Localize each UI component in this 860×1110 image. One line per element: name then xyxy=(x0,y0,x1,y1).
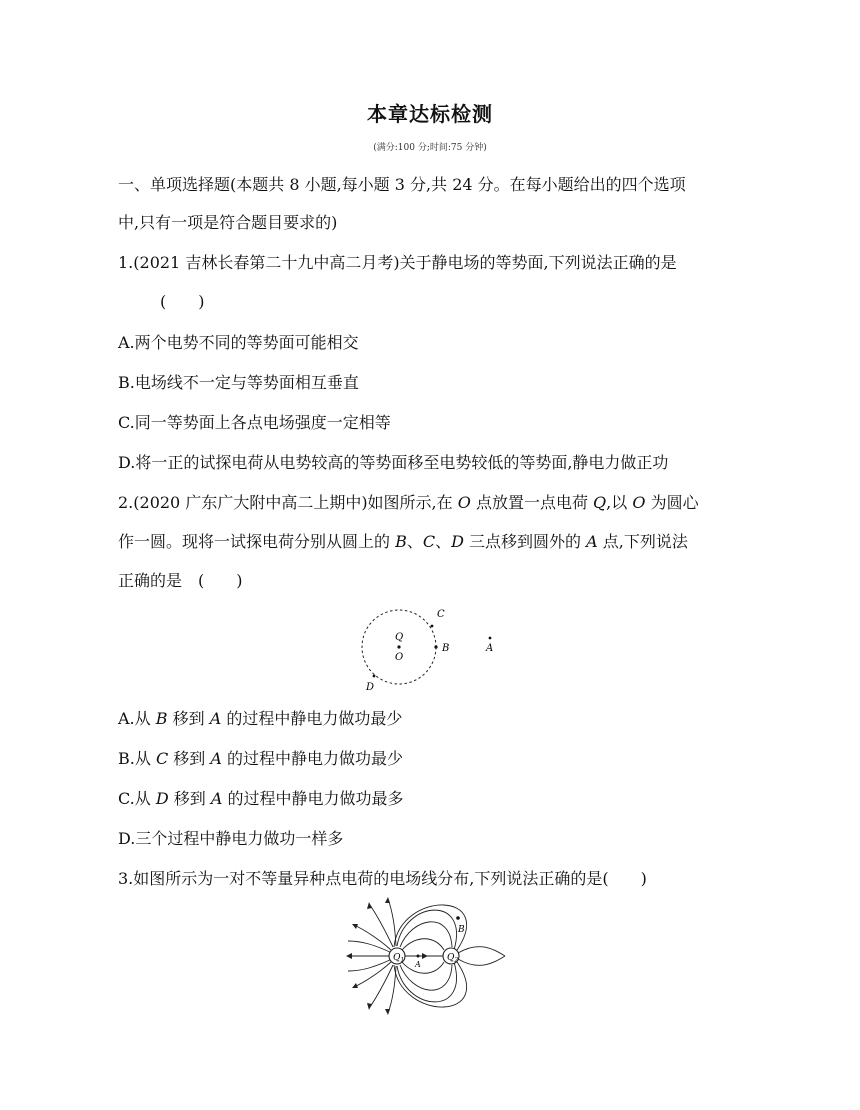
field-line xyxy=(458,947,505,956)
point-o-dot xyxy=(397,645,400,648)
point-a-dot xyxy=(489,637,492,640)
section-heading-line-1: 一、单项选择题(本题共 8 小题,每小题 3 分,共 24 分。在每小题给出的四个选项 xyxy=(118,175,686,194)
q2-stem-line-1: 2.(2020 广东广大附中高二上期中)如图所示,在 O 点放置一点电荷 Q,以 O 为圆心 xyxy=(118,493,699,512)
q2-option-c: C.从 D 移到 A 的过程中静电力做功最多 xyxy=(118,789,404,808)
q3-answer-blank: ( ) xyxy=(602,869,647,888)
q1-answer-blank: ( ) xyxy=(160,292,205,311)
exam-info: (满分:100 分;时间:75 分钟) xyxy=(373,143,487,153)
q2-circle-figure xyxy=(350,600,510,695)
q1-stem: 1.(2021 吉林长春第二十九中高二月考)关于静电场的等势面,下列说法正确的是 xyxy=(118,253,677,272)
field-line xyxy=(370,905,393,947)
label-o: O xyxy=(395,652,404,663)
point-a-dot xyxy=(417,955,420,958)
label-d: D xyxy=(366,682,375,693)
q1-option-c: C.同一等势面上各点电场强度一定相等 xyxy=(118,413,391,432)
arrowhead xyxy=(367,1003,372,1010)
q3-field-line-figure xyxy=(340,895,520,1020)
field-line xyxy=(458,956,505,965)
page-title: 本章达标检测 xyxy=(367,102,493,126)
q1-option-d: D.将一正的试探电荷从电势较高的等势面移至电势较低的等势面,静电力做正功 xyxy=(118,453,669,472)
label-q1: $Q_1$ xyxy=(393,953,405,964)
q2-option-d: D.三个过程中静电力做功一样多 xyxy=(118,829,344,848)
arrowhead xyxy=(422,953,428,959)
q2-answer-blank: ( ) xyxy=(198,571,243,590)
field-line xyxy=(402,962,444,973)
q2-option-b: B.从 C 移到 A 的过程中静电力做功最少 xyxy=(118,749,404,768)
label-a: A xyxy=(415,960,421,969)
q2-option-a: A.从 B 移到 A 的过程中静电力做功最少 xyxy=(118,709,403,728)
field-line xyxy=(354,962,391,987)
point-c-dot xyxy=(431,625,434,628)
point-d-dot xyxy=(373,675,376,678)
arrowhead xyxy=(346,953,352,959)
field-line xyxy=(370,965,393,1007)
field-line xyxy=(348,959,392,971)
field-line xyxy=(348,941,392,953)
arrowhead xyxy=(367,902,372,909)
label-q2: $Q_2$ xyxy=(447,953,459,964)
label-b: B xyxy=(442,643,450,654)
field-line xyxy=(400,922,452,947)
q3-stem: 3.如图所示为一对不等量异种点电荷的电场线分布,下列说法正确的是( ) xyxy=(118,869,647,888)
field-line xyxy=(394,905,467,953)
section-heading-line-2: 中,只有一项是符合题目要求的) xyxy=(118,213,338,232)
field-line xyxy=(402,939,444,950)
point-b-dot xyxy=(434,645,437,648)
arrowhead xyxy=(385,897,390,903)
field-line xyxy=(400,965,452,990)
field-line xyxy=(354,925,391,950)
q1-option-b: B.电场线不一定与等势面相互垂直 xyxy=(118,373,359,392)
q2-stem-line-3: 正确的是 ( ) xyxy=(118,571,243,590)
label-b: B xyxy=(458,925,465,935)
label-q: Q xyxy=(395,632,404,643)
point-b-dot xyxy=(456,916,460,920)
field-line xyxy=(394,959,467,1007)
q1-option-a: A.两个电势不同的等势面可能相交 xyxy=(118,333,359,352)
label-a: A xyxy=(486,643,494,654)
arrowhead xyxy=(385,1009,390,1015)
label-c: C xyxy=(437,609,445,620)
q2-stem-line-2: 作一圆。现将一试探电荷分别从圆上的 B、C、D 三点移到圆外的 A 点,下列说法 xyxy=(118,532,688,551)
